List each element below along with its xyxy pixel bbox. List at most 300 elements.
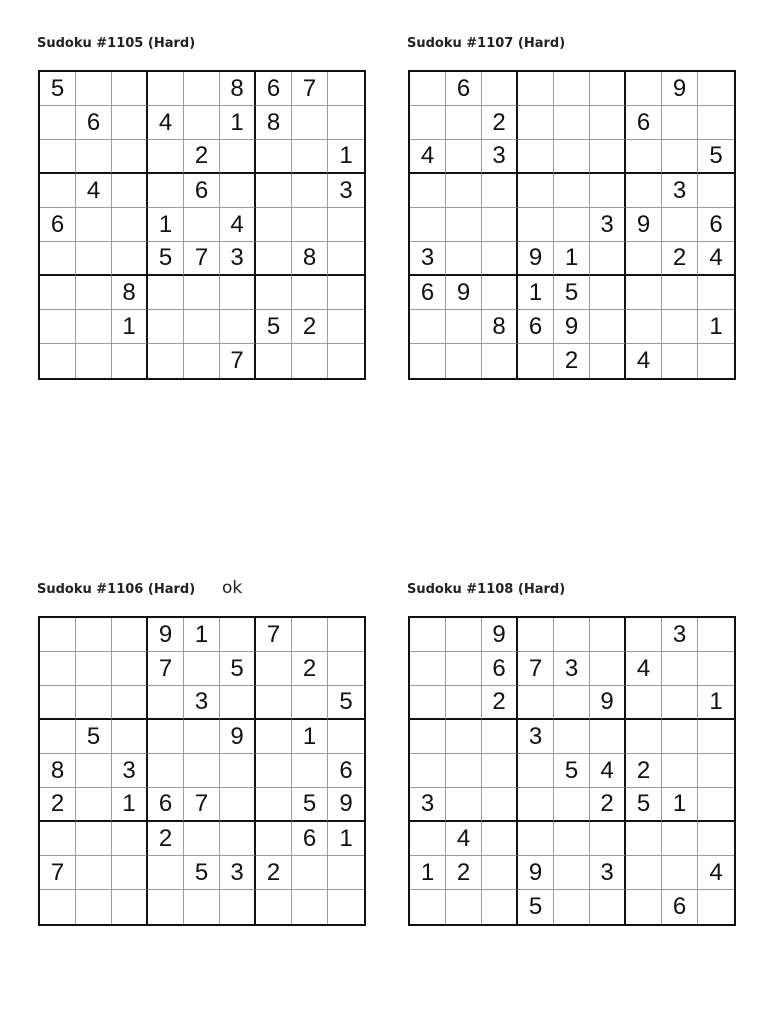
- sudoku-cell-r2c9[interactable]: [698, 106, 734, 140]
- sudoku-cell-r5c1[interactable]: 6: [40, 208, 76, 242]
- sudoku-cell-r6c1[interactable]: 3: [410, 242, 446, 276]
- sudoku-cell-r1c7[interactable]: [626, 72, 662, 106]
- sudoku-cell-r5c4[interactable]: [148, 754, 184, 788]
- sudoku-cell-r8c6[interactable]: 3: [590, 856, 626, 890]
- sudoku-cell-r1c6[interactable]: 8: [220, 72, 256, 106]
- sudoku-cell-r3c8[interactable]: [662, 140, 698, 174]
- sudoku-cell-r4c3[interactable]: [482, 720, 518, 754]
- sudoku-cell-r3c9[interactable]: 5: [698, 140, 734, 174]
- sudoku-cell-r1c9[interactable]: [698, 618, 734, 652]
- sudoku-cell-r1c5[interactable]: 1: [184, 618, 220, 652]
- sudoku-cell-r1c1[interactable]: 5: [40, 72, 76, 106]
- sudoku-cell-r3c9[interactable]: 1: [698, 686, 734, 720]
- sudoku-cell-r7c4[interactable]: 1: [518, 276, 554, 310]
- sudoku-cell-r2c7[interactable]: 4: [626, 652, 662, 686]
- sudoku-cell-r1c1[interactable]: [410, 72, 446, 106]
- sudoku-cell-r5c3[interactable]: [482, 754, 518, 788]
- sudoku-cell-r8c5[interactable]: 9: [554, 310, 590, 344]
- sudoku-cell-r3c3[interactable]: [112, 686, 148, 720]
- sudoku-cell-r1c4[interactable]: 9: [148, 618, 184, 652]
- sudoku-cell-r9c3[interactable]: [112, 344, 148, 378]
- sudoku-cell-r1c2[interactable]: [76, 618, 112, 652]
- sudoku-cell-r4c4[interactable]: [518, 174, 554, 208]
- sudoku-cell-r7c2[interactable]: [76, 822, 112, 856]
- sudoku-cell-r5c2[interactable]: [76, 754, 112, 788]
- sudoku-cell-r8c2[interactable]: [446, 310, 482, 344]
- sudoku-cell-r9c6[interactable]: [590, 344, 626, 378]
- sudoku-cell-r5c4[interactable]: [518, 754, 554, 788]
- sudoku-cell-r4c6[interactable]: [220, 174, 256, 208]
- sudoku-cell-r3c5[interactable]: [554, 686, 590, 720]
- sudoku-cell-r1c3[interactable]: [112, 72, 148, 106]
- sudoku-cell-r9c3[interactable]: [482, 344, 518, 378]
- sudoku-cell-r2c5[interactable]: [554, 106, 590, 140]
- sudoku-cell-r3c9[interactable]: 5: [328, 686, 364, 720]
- sudoku-cell-r8c3[interactable]: 8: [482, 310, 518, 344]
- sudoku-cell-r9c1[interactable]: [410, 344, 446, 378]
- sudoku-cell-r6c6[interactable]: 2: [590, 788, 626, 822]
- sudoku-cell-r3c7[interactable]: [256, 686, 292, 720]
- sudoku-cell-r8c2[interactable]: [76, 856, 112, 890]
- sudoku-cell-r8c5[interactable]: [184, 310, 220, 344]
- sudoku-cell-r5c3[interactable]: [482, 208, 518, 242]
- sudoku-cell-r6c5[interactable]: 7: [184, 788, 220, 822]
- sudoku-cell-r5c2[interactable]: [446, 754, 482, 788]
- sudoku-cell-r4c9[interactable]: [328, 720, 364, 754]
- sudoku-cell-r4c5[interactable]: [184, 720, 220, 754]
- sudoku-cell-r9c6[interactable]: [590, 890, 626, 924]
- sudoku-cell-r5c4[interactable]: [518, 208, 554, 242]
- sudoku-cell-r8c1[interactable]: 7: [40, 856, 76, 890]
- sudoku-cell-r5c6[interactable]: [220, 754, 256, 788]
- sudoku-cell-r4c2[interactable]: [446, 174, 482, 208]
- sudoku-cell-r2c7[interactable]: [256, 652, 292, 686]
- sudoku-cell-r3c8[interactable]: [662, 686, 698, 720]
- sudoku-cell-r4c7[interactable]: [626, 720, 662, 754]
- sudoku-cell-r5c9[interactable]: [328, 208, 364, 242]
- sudoku-cell-r2c2[interactable]: [76, 652, 112, 686]
- sudoku-cell-r8c3[interactable]: [112, 856, 148, 890]
- sudoku-cell-r5c2[interactable]: [446, 208, 482, 242]
- sudoku-cell-r8c9[interactable]: 1: [698, 310, 734, 344]
- sudoku-cell-r1c7[interactable]: 6: [256, 72, 292, 106]
- sudoku-cell-r4c4[interactable]: [148, 720, 184, 754]
- sudoku-cell-r2c7[interactable]: 6: [626, 106, 662, 140]
- sudoku-cell-r8c9[interactable]: 4: [698, 856, 734, 890]
- sudoku-cell-r2c7[interactable]: 8: [256, 106, 292, 140]
- sudoku-cell-r1c1[interactable]: [410, 618, 446, 652]
- sudoku-cell-r1c8[interactable]: 9: [662, 72, 698, 106]
- sudoku-cell-r6c5[interactable]: [554, 788, 590, 822]
- sudoku-cell-r2c3[interactable]: 6: [482, 652, 518, 686]
- sudoku-cell-r8c6[interactable]: [590, 310, 626, 344]
- sudoku-cell-r4c3[interactable]: [112, 720, 148, 754]
- sudoku-cell-r7c1[interactable]: [40, 822, 76, 856]
- sudoku-cell-r2c9[interactable]: [698, 652, 734, 686]
- sudoku-cell-r7c6[interactable]: [590, 822, 626, 856]
- sudoku-cell-r7c6[interactable]: [220, 276, 256, 310]
- sudoku-cell-r1c3[interactable]: [112, 618, 148, 652]
- sudoku-cell-r9c9[interactable]: [698, 344, 734, 378]
- sudoku-cell-r5c5[interactable]: [184, 208, 220, 242]
- sudoku-cell-r3c6[interactable]: 9: [590, 686, 626, 720]
- sudoku-cell-r7c4[interactable]: [518, 822, 554, 856]
- sudoku-cell-r1c2[interactable]: [76, 72, 112, 106]
- sudoku-cell-r9c7[interactable]: [256, 344, 292, 378]
- sudoku-cell-r5c9[interactable]: 6: [698, 208, 734, 242]
- sudoku-cell-r6c3[interactable]: [482, 788, 518, 822]
- sudoku-cell-r2c3[interactable]: [112, 652, 148, 686]
- sudoku-cell-r9c1[interactable]: [410, 890, 446, 924]
- sudoku-cell-r8c4[interactable]: 6: [518, 310, 554, 344]
- sudoku-cell-r7c6[interactable]: [590, 276, 626, 310]
- sudoku-cell-r4c1[interactable]: [410, 174, 446, 208]
- sudoku-cell-r9c2[interactable]: [76, 344, 112, 378]
- sudoku-cell-r6c4[interactable]: 9: [518, 242, 554, 276]
- sudoku-cell-r1c3[interactable]: [482, 72, 518, 106]
- sudoku-cell-r2c3[interactable]: [112, 106, 148, 140]
- sudoku-cell-r2c9[interactable]: [328, 106, 364, 140]
- sudoku-cell-r2c8[interactable]: [662, 106, 698, 140]
- sudoku-cell-r6c6[interactable]: [590, 242, 626, 276]
- sudoku-cell-r4c3[interactable]: [112, 174, 148, 208]
- sudoku-cell-r8c7[interactable]: [626, 856, 662, 890]
- sudoku-cell-r9c1[interactable]: [40, 890, 76, 924]
- sudoku-cell-r3c2[interactable]: [76, 140, 112, 174]
- sudoku-cell-r9c6[interactable]: 7: [220, 344, 256, 378]
- sudoku-cell-r7c5[interactable]: [184, 822, 220, 856]
- sudoku-cell-r1c5[interactable]: [554, 618, 590, 652]
- sudoku-cell-r2c9[interactable]: [328, 652, 364, 686]
- sudoku-cell-r2c1[interactable]: [410, 106, 446, 140]
- sudoku-cell-r4c8[interactable]: [292, 174, 328, 208]
- sudoku-cell-r9c8[interactable]: [292, 344, 328, 378]
- sudoku-cell-r8c1[interactable]: 1: [410, 856, 446, 890]
- sudoku-cell-r3c8[interactable]: [292, 686, 328, 720]
- sudoku-cell-r9c7[interactable]: 4: [626, 344, 662, 378]
- sudoku-cell-r8c1[interactable]: [410, 310, 446, 344]
- sudoku-cell-r6c4[interactable]: 6: [148, 788, 184, 822]
- sudoku-cell-r3c4[interactable]: [518, 686, 554, 720]
- sudoku-cell-r7c9[interactable]: [698, 822, 734, 856]
- sudoku-cell-r5c5[interactable]: 5: [554, 754, 590, 788]
- sudoku-cell-r9c6[interactable]: [220, 890, 256, 924]
- sudoku-cell-r5c5[interactable]: [554, 208, 590, 242]
- sudoku-cell-r4c2[interactable]: [446, 720, 482, 754]
- sudoku-cell-r5c7[interactable]: [256, 754, 292, 788]
- sudoku-cell-r8c5[interactable]: [554, 856, 590, 890]
- sudoku-cell-r1c5[interactable]: [554, 72, 590, 106]
- sudoku-cell-r3c2[interactable]: [76, 686, 112, 720]
- sudoku-cell-r4c1[interactable]: [40, 174, 76, 208]
- sudoku-cell-r8c5[interactable]: 5: [184, 856, 220, 890]
- sudoku-cell-r6c7[interactable]: [256, 242, 292, 276]
- sudoku-cell-r4c6[interactable]: [590, 720, 626, 754]
- sudoku-cell-r8c1[interactable]: [40, 310, 76, 344]
- sudoku-cell-r5c4[interactable]: 1: [148, 208, 184, 242]
- sudoku-cell-r5c8[interactable]: [662, 208, 698, 242]
- sudoku-cell-r7c5[interactable]: 5: [554, 276, 590, 310]
- sudoku-cell-r6c4[interactable]: [518, 788, 554, 822]
- sudoku-cell-r6c9[interactable]: 4: [698, 242, 734, 276]
- sudoku-cell-r5c6[interactable]: 4: [220, 208, 256, 242]
- sudoku-cell-r1c3[interactable]: 9: [482, 618, 518, 652]
- sudoku-cell-r8c9[interactable]: [328, 856, 364, 890]
- sudoku-cell-r4c8[interactable]: [662, 720, 698, 754]
- sudoku-cell-r9c3[interactable]: [112, 890, 148, 924]
- sudoku-cell-r3c2[interactable]: [446, 140, 482, 174]
- sudoku-cell-r7c6[interactable]: [220, 822, 256, 856]
- sudoku-cell-r4c7[interactable]: [626, 174, 662, 208]
- sudoku-cell-r1c9[interactable]: [328, 72, 364, 106]
- sudoku-cell-r2c1[interactable]: [410, 652, 446, 686]
- sudoku-cell-r3c7[interactable]: [626, 686, 662, 720]
- sudoku-cell-r6c2[interactable]: [446, 788, 482, 822]
- sudoku-cell-r6c9[interactable]: [698, 788, 734, 822]
- sudoku-cell-r1c5[interactable]: [184, 72, 220, 106]
- sudoku-cell-r3c6[interactable]: [220, 686, 256, 720]
- sudoku-cell-r9c2[interactable]: [446, 344, 482, 378]
- sudoku-cell-r7c3[interactable]: [482, 822, 518, 856]
- sudoku-cell-r6c1[interactable]: 2: [40, 788, 76, 822]
- sudoku-cell-r4c5[interactable]: [554, 174, 590, 208]
- sudoku-cell-r1c2[interactable]: [446, 618, 482, 652]
- sudoku-cell-r8c2[interactable]: 2: [446, 856, 482, 890]
- sudoku-cell-r9c5[interactable]: 2: [554, 344, 590, 378]
- sudoku-cell-r6c4[interactable]: 5: [148, 242, 184, 276]
- sudoku-cell-r7c2[interactable]: 4: [446, 822, 482, 856]
- sudoku-cell-r1c8[interactable]: [292, 618, 328, 652]
- sudoku-cell-r5c9[interactable]: 6: [328, 754, 364, 788]
- sudoku-cell-r5c3[interactable]: [112, 208, 148, 242]
- sudoku-cell-r1c6[interactable]: [590, 72, 626, 106]
- sudoku-cell-r9c4[interactable]: [148, 344, 184, 378]
- sudoku-cell-r8c9[interactable]: [328, 310, 364, 344]
- sudoku-cell-r9c9[interactable]: [328, 890, 364, 924]
- sudoku-cell-r4c1[interactable]: [40, 720, 76, 754]
- sudoku-cell-r9c5[interactable]: [184, 344, 220, 378]
- sudoku-cell-r6c2[interactable]: [76, 242, 112, 276]
- sudoku-cell-r5c1[interactable]: [410, 208, 446, 242]
- sudoku-cell-r6c3[interactable]: [112, 242, 148, 276]
- sudoku-cell-r7c2[interactable]: 9: [446, 276, 482, 310]
- sudoku-cell-r7c3[interactable]: [112, 822, 148, 856]
- sudoku-cell-r5c1[interactable]: [410, 754, 446, 788]
- sudoku-cell-r3c1[interactable]: [410, 686, 446, 720]
- sudoku-cell-r8c7[interactable]: 5: [256, 310, 292, 344]
- sudoku-cell-r5c9[interactable]: [698, 754, 734, 788]
- sudoku-cell-r5c7[interactable]: [256, 208, 292, 242]
- sudoku-cell-r4c8[interactable]: 3: [662, 174, 698, 208]
- sudoku-cell-r3c4[interactable]: [148, 686, 184, 720]
- sudoku-cell-r4c6[interactable]: 9: [220, 720, 256, 754]
- sudoku-cell-r4c5[interactable]: 6: [184, 174, 220, 208]
- sudoku-cell-r2c5[interactable]: [184, 652, 220, 686]
- sudoku-cell-r4c6[interactable]: [590, 174, 626, 208]
- sudoku-cell-r4c9[interactable]: [698, 720, 734, 754]
- sudoku-cell-r9c5[interactable]: [184, 890, 220, 924]
- sudoku-cell-r6c3[interactable]: [482, 242, 518, 276]
- sudoku-cell-r6c5[interactable]: 7: [184, 242, 220, 276]
- sudoku-cell-r2c1[interactable]: [40, 652, 76, 686]
- sudoku-cell-r1c1[interactable]: [40, 618, 76, 652]
- sudoku-cell-r7c5[interactable]: [184, 276, 220, 310]
- sudoku-cell-r7c8[interactable]: 6: [292, 822, 328, 856]
- sudoku-cell-r3c1[interactable]: [40, 686, 76, 720]
- sudoku-cell-r5c5[interactable]: [184, 754, 220, 788]
- sudoku-cell-r2c3[interactable]: 2: [482, 106, 518, 140]
- sudoku-cell-r6c6[interactable]: 3: [220, 242, 256, 276]
- sudoku-cell-r9c9[interactable]: [698, 890, 734, 924]
- sudoku-cell-r3c6[interactable]: [590, 140, 626, 174]
- sudoku-cell-r4c9[interactable]: [698, 174, 734, 208]
- sudoku-cell-r4c9[interactable]: 3: [328, 174, 364, 208]
- sudoku-cell-r9c3[interactable]: [482, 890, 518, 924]
- sudoku-cell-r2c4[interactable]: 4: [148, 106, 184, 140]
- sudoku-cell-r1c6[interactable]: [220, 618, 256, 652]
- sudoku-cell-r6c8[interactable]: 1: [662, 788, 698, 822]
- sudoku-cell-r2c4[interactable]: 7: [518, 652, 554, 686]
- sudoku-cell-r7c3[interactable]: 8: [112, 276, 148, 310]
- sudoku-cell-r7c9[interactable]: 1: [328, 822, 364, 856]
- sudoku-cell-r2c8[interactable]: 2: [292, 652, 328, 686]
- sudoku-cell-r3c4[interactable]: [518, 140, 554, 174]
- sudoku-cell-r6c8[interactable]: 8: [292, 242, 328, 276]
- sudoku-cell-r7c8[interactable]: [292, 276, 328, 310]
- sudoku-cell-r7c2[interactable]: [76, 276, 112, 310]
- sudoku-cell-r2c2[interactable]: [446, 106, 482, 140]
- sudoku-cell-r3c5[interactable]: [554, 140, 590, 174]
- sudoku-cell-r9c2[interactable]: [446, 890, 482, 924]
- sudoku-cell-r1c7[interactable]: [626, 618, 662, 652]
- sudoku-cell-r3c4[interactable]: [148, 140, 184, 174]
- sudoku-cell-r1c8[interactable]: 7: [292, 72, 328, 106]
- sudoku-cell-r5c7[interactable]: 2: [626, 754, 662, 788]
- sudoku-cell-r4c1[interactable]: [410, 720, 446, 754]
- sudoku-cell-r4c5[interactable]: [554, 720, 590, 754]
- sudoku-cell-r2c4[interactable]: 7: [148, 652, 184, 686]
- sudoku-cell-r3c1[interactable]: 4: [410, 140, 446, 174]
- sudoku-cell-r6c6[interactable]: [220, 788, 256, 822]
- sudoku-cell-r5c7[interactable]: 9: [626, 208, 662, 242]
- sudoku-cell-r9c4[interactable]: [148, 890, 184, 924]
- sudoku-cell-r8c8[interactable]: [662, 856, 698, 890]
- sudoku-cell-r8c6[interactable]: [220, 310, 256, 344]
- sudoku-cell-r7c7[interactable]: [256, 276, 292, 310]
- sudoku-cell-r2c2[interactable]: [446, 652, 482, 686]
- sudoku-cell-r7c4[interactable]: 2: [148, 822, 184, 856]
- sudoku-cell-r6c3[interactable]: 1: [112, 788, 148, 822]
- sudoku-cell-r5c8[interactable]: [292, 754, 328, 788]
- sudoku-cell-r1c2[interactable]: 6: [446, 72, 482, 106]
- sudoku-cell-r5c8[interactable]: [292, 208, 328, 242]
- sudoku-cell-r7c5[interactable]: [554, 822, 590, 856]
- sudoku-cell-r1c9[interactable]: [698, 72, 734, 106]
- sudoku-cell-r7c9[interactable]: [328, 276, 364, 310]
- sudoku-cell-r3c3[interactable]: 2: [482, 686, 518, 720]
- sudoku-cell-r8c3[interactable]: [482, 856, 518, 890]
- sudoku-cell-r1c7[interactable]: 7: [256, 618, 292, 652]
- sudoku-cell-r3c6[interactable]: [220, 140, 256, 174]
- sudoku-cell-r2c4[interactable]: [518, 106, 554, 140]
- sudoku-cell-r7c1[interactable]: [40, 276, 76, 310]
- sudoku-cell-r1c4[interactable]: [148, 72, 184, 106]
- sudoku-cell-r6c7[interactable]: 5: [626, 788, 662, 822]
- sudoku-cell-r9c8[interactable]: [662, 344, 698, 378]
- sudoku-cell-r1c4[interactable]: [518, 618, 554, 652]
- sudoku-cell-r9c4[interactable]: [518, 344, 554, 378]
- sudoku-cell-r5c6[interactable]: 3: [590, 208, 626, 242]
- sudoku-cell-r9c2[interactable]: [76, 890, 112, 924]
- sudoku-cell-r8c8[interactable]: 2: [292, 310, 328, 344]
- sudoku-cell-r4c4[interactable]: [148, 174, 184, 208]
- sudoku-cell-r9c8[interactable]: 6: [662, 890, 698, 924]
- sudoku-cell-r3c1[interactable]: [40, 140, 76, 174]
- sudoku-cell-r2c6[interactable]: 1: [220, 106, 256, 140]
- sudoku-cell-r8c8[interactable]: [662, 310, 698, 344]
- sudoku-cell-r6c7[interactable]: [256, 788, 292, 822]
- sudoku-cell-r6c9[interactable]: 9: [328, 788, 364, 822]
- sudoku-cell-r9c1[interactable]: [40, 344, 76, 378]
- sudoku-cell-r9c8[interactable]: [292, 890, 328, 924]
- sudoku-cell-r9c7[interactable]: [256, 890, 292, 924]
- sudoku-cell-r4c7[interactable]: [256, 174, 292, 208]
- sudoku-cell-r4c7[interactable]: [256, 720, 292, 754]
- sudoku-cell-r2c6[interactable]: [590, 106, 626, 140]
- sudoku-cell-r3c2[interactable]: [446, 686, 482, 720]
- sudoku-cell-r5c2[interactable]: [76, 208, 112, 242]
- sudoku-cell-r6c1[interactable]: 3: [410, 788, 446, 822]
- sudoku-cell-r6c2[interactable]: [76, 788, 112, 822]
- sudoku-cell-r2c1[interactable]: [40, 106, 76, 140]
- sudoku-cell-r1c4[interactable]: [518, 72, 554, 106]
- sudoku-cell-r7c8[interactable]: [662, 276, 698, 310]
- sudoku-cell-r9c5[interactable]: [554, 890, 590, 924]
- sudoku-cell-r1c8[interactable]: 3: [662, 618, 698, 652]
- sudoku-cell-r8c7[interactable]: 2: [256, 856, 292, 890]
- sudoku-cell-r2c6[interactable]: 5: [220, 652, 256, 686]
- sudoku-cell-r3c9[interactable]: 1: [328, 140, 364, 174]
- sudoku-cell-r7c8[interactable]: [662, 822, 698, 856]
- sudoku-cell-r9c9[interactable]: [328, 344, 364, 378]
- sudoku-cell-r1c9[interactable]: [328, 618, 364, 652]
- sudoku-cell-r7c4[interactable]: [148, 276, 184, 310]
- sudoku-cell-r8c2[interactable]: [76, 310, 112, 344]
- sudoku-cell-r6c9[interactable]: [328, 242, 364, 276]
- sudoku-cell-r8c7[interactable]: [626, 310, 662, 344]
- sudoku-cell-r9c7[interactable]: [626, 890, 662, 924]
- sudoku-cell-r2c8[interactable]: [292, 106, 328, 140]
- sudoku-cell-r8c6[interactable]: 3: [220, 856, 256, 890]
- sudoku-cell-r8c4[interactable]: [148, 310, 184, 344]
- sudoku-cell-r4c3[interactable]: [482, 174, 518, 208]
- sudoku-cell-r4c4[interactable]: 3: [518, 720, 554, 754]
- sudoku-cell-r6c5[interactable]: 1: [554, 242, 590, 276]
- sudoku-cell-r2c8[interactable]: [662, 652, 698, 686]
- sudoku-cell-r3c8[interactable]: [292, 140, 328, 174]
- sudoku-cell-r7c9[interactable]: [698, 276, 734, 310]
- sudoku-cell-r7c1[interactable]: [410, 822, 446, 856]
- sudoku-cell-r6c1[interactable]: [40, 242, 76, 276]
- sudoku-cell-r7c7[interactable]: [626, 276, 662, 310]
- sudoku-cell-r4c8[interactable]: 1: [292, 720, 328, 754]
- sudoku-cell-r6c7[interactable]: [626, 242, 662, 276]
- sudoku-cell-r6c2[interactable]: [446, 242, 482, 276]
- sudoku-cell-r9c4[interactable]: 5: [518, 890, 554, 924]
- sudoku-cell-r1c6[interactable]: [590, 618, 626, 652]
- sudoku-cell-r5c3[interactable]: 3: [112, 754, 148, 788]
- sudoku-cell-r8c4[interactable]: 9: [518, 856, 554, 890]
